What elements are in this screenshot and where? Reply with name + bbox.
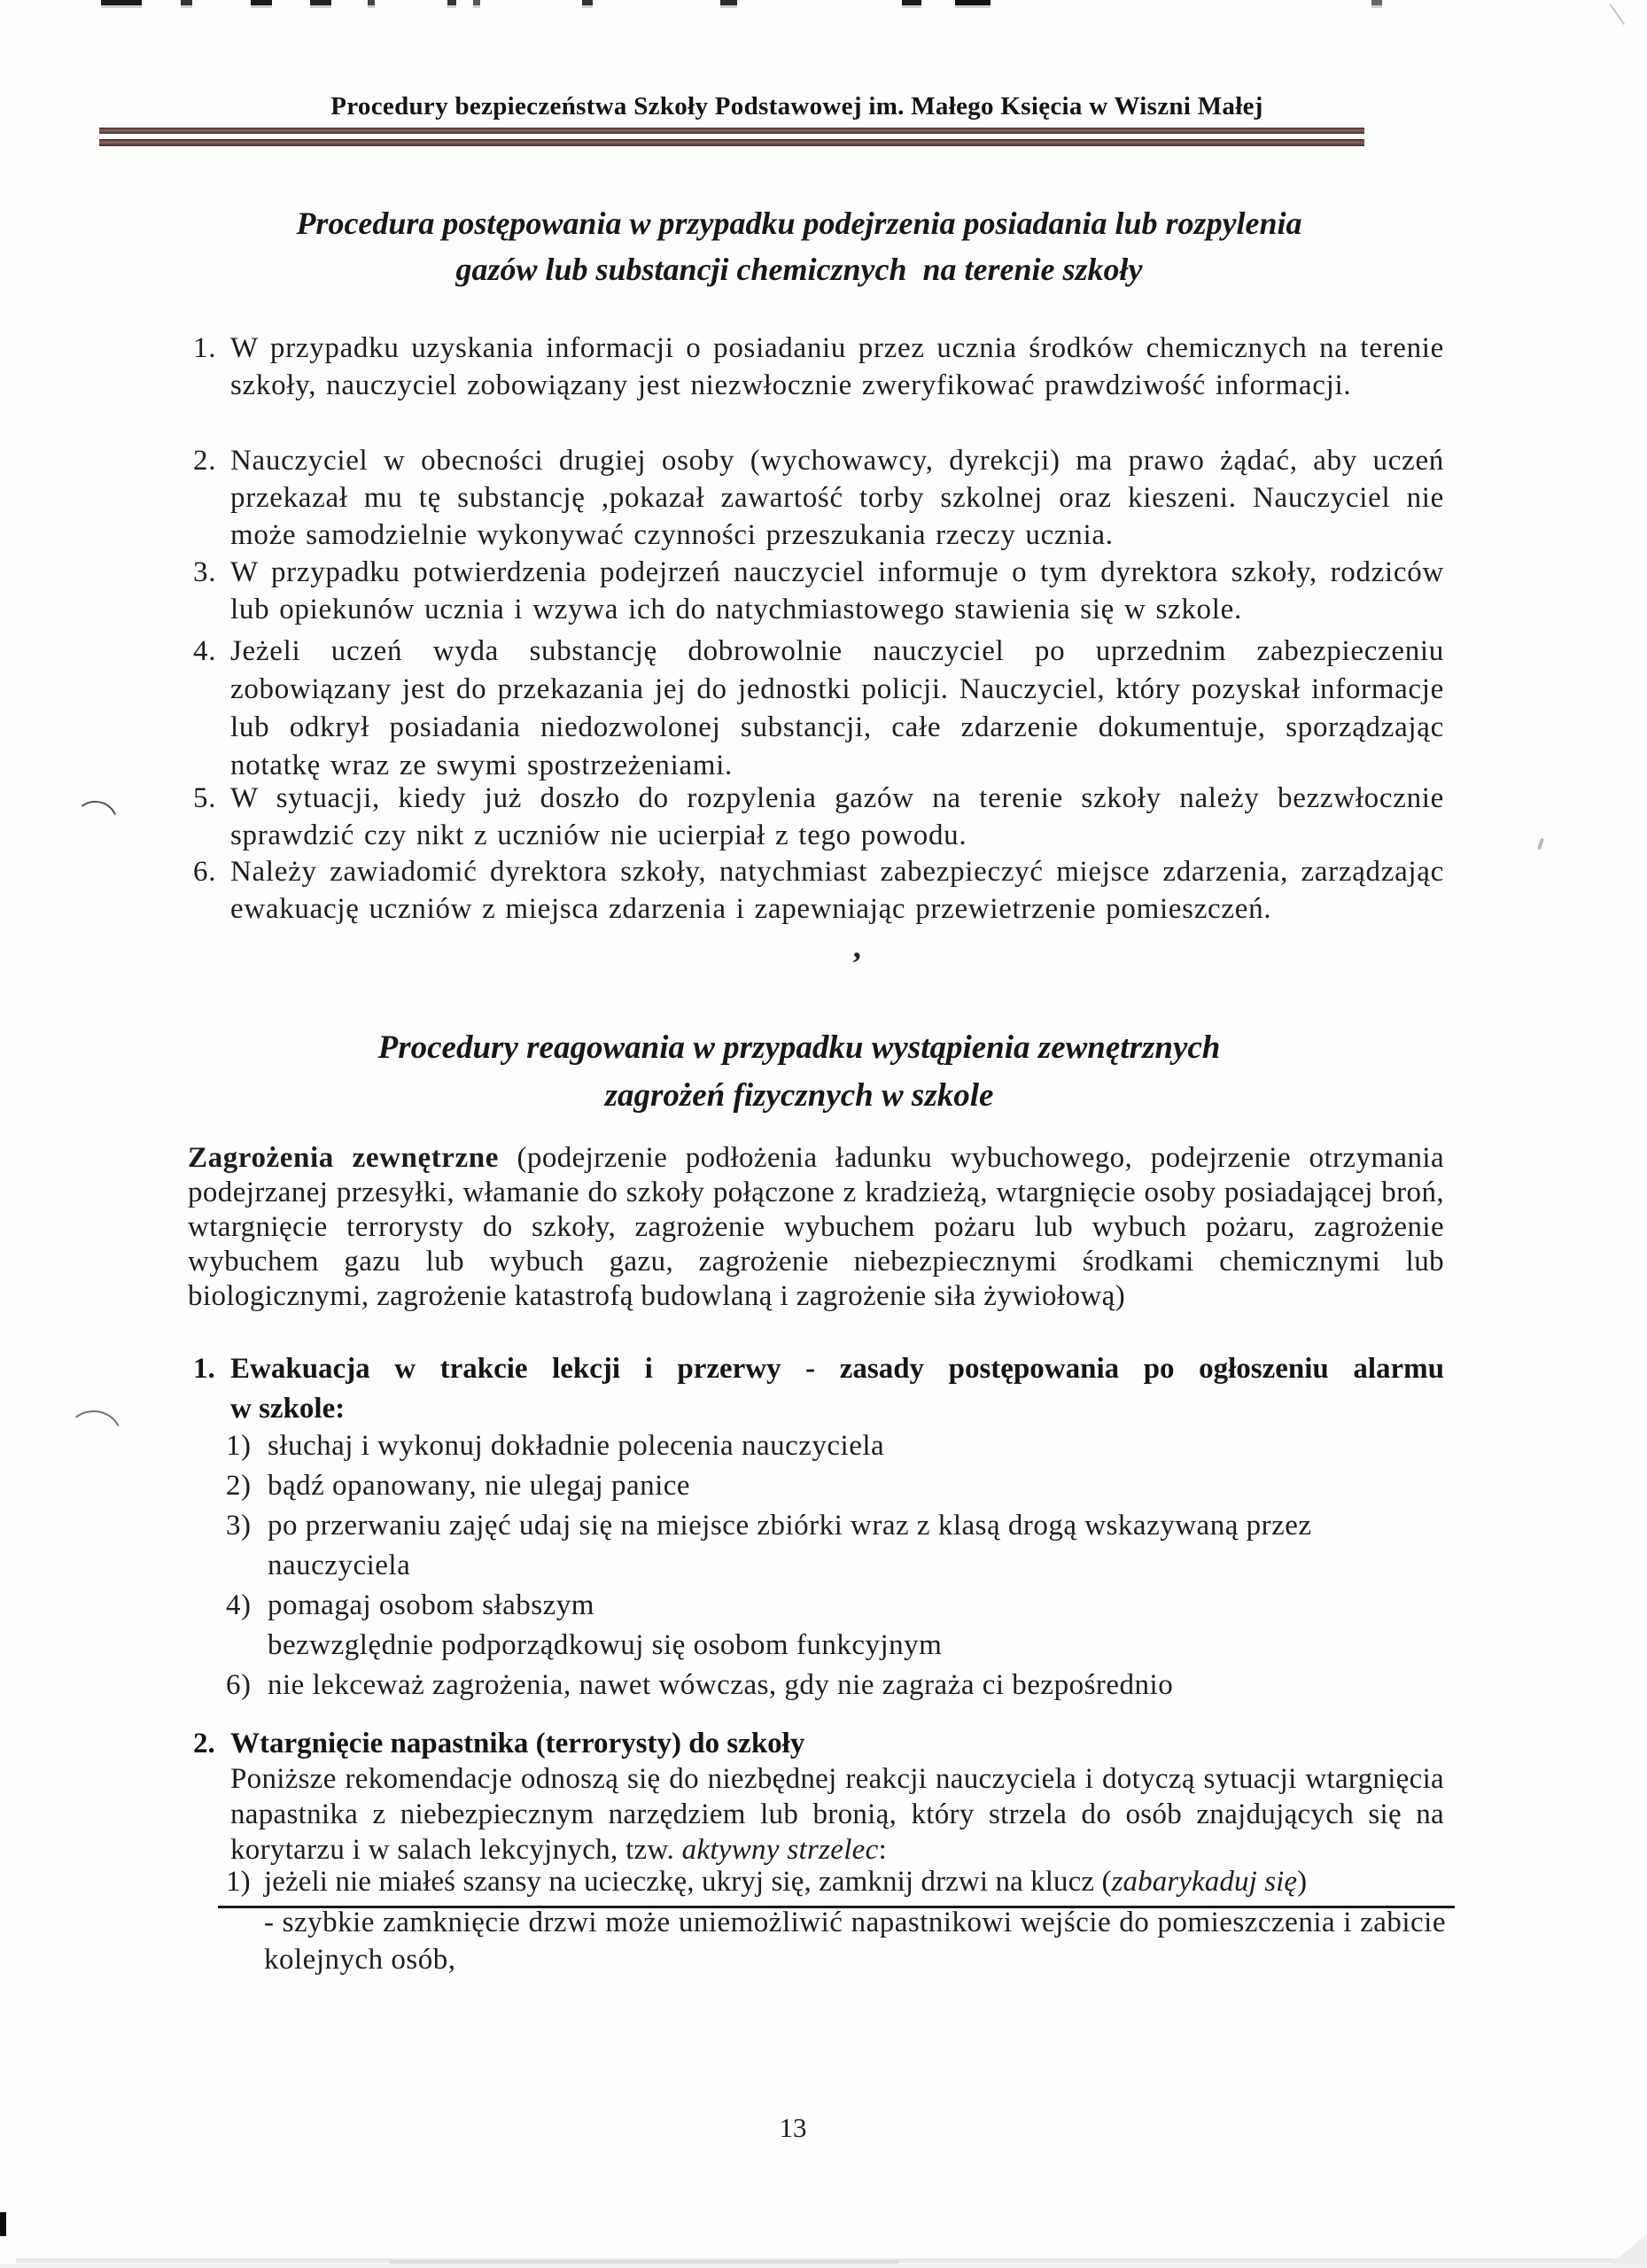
item-number: 3)	[226, 1510, 252, 1542]
procedure2-title-line1: Procedury reagowania w przypadku wystąpienia zewnętrznych	[377, 1029, 1221, 1066]
list-item	[193, 442, 1444, 554]
scan-artifact-dash	[310, 0, 331, 5]
step-text-close: )	[1297, 1866, 1308, 1898]
paragraph-colon: :	[878, 1834, 888, 1866]
pen-arc-mark	[74, 798, 120, 824]
item-number: 6.	[193, 856, 217, 888]
item-number: 4)	[226, 1589, 252, 1621]
list-item	[193, 633, 1444, 785]
underlined-step	[218, 1864, 1455, 1908]
step-note: - szybkie zamknięcie drzwi może uniemożliwić napastnikowi wejście do pomieszczenia i zabicie kolejnych osób,	[264, 1907, 1446, 1976]
procedure1-title-line1: Procedura postępowania w przypadku podejrzenia posiadania lub rozpylenia	[296, 206, 1302, 241]
scan-artifact-dash	[720, 0, 737, 5]
scan-edge-mark	[0, 2212, 6, 2236]
item-text: Jeżeli uczeń wyda substancję dobrowolnie nauczyciel po uprzednim zabezpieczeniu zobowiązany jest do przekazania jej do jednostki policji. Nauczyciel, który pozyskał informacje lub odkrył posiadania niedozwolonej substancji, całe zdarzenie dokumentuje, sporządzając notatkę wraz ze swymi spostrzeżeniami.	[230, 635, 1444, 781]
scan-artifact-dash	[955, 0, 991, 5]
item-text: Należy zawiadomić dyrektora szkoły, natychmiast zabezpieczyć miejsce zdarzenia, zarządzając ewakuację uczniów z miejsca zdarzenia i zapewniając przewietrzenie pomieszczeń.	[230, 856, 1444, 925]
item-number: 1)	[226, 1430, 252, 1462]
sub-list-item	[226, 1586, 1447, 1626]
underlined-step-text	[264, 1864, 1455, 1899]
scan-artifact-dash	[368, 0, 375, 5]
procedure2-title-line2: zagrożeń fizycznych w szkole	[604, 1077, 994, 1114]
item-number: 6)	[226, 1669, 252, 1701]
procedure2-title	[0, 1024, 1598, 1120]
sub-list-item	[226, 1506, 1447, 1586]
step-text: jeżeli nie miałeś szansy na ucieczkę, ukryj się, zamknij drzwi na klucz (	[264, 1866, 1112, 1898]
italic-term: zabarykaduj się	[1111, 1866, 1298, 1898]
evacuation-heading-line1: Ewakuacja w trakcie lekcji i przerwy - zasady postępowania po ogłoszeniu alarmu	[230, 1353, 1444, 1385]
item-number: 3.	[193, 556, 217, 588]
intruder-paragraph	[230, 1761, 1444, 1868]
header-rule-bottom	[99, 139, 1364, 146]
scan-artifact-dash	[251, 0, 272, 5]
item-text: W przypadku uzyskania informacji o posiadaniu przez ucznia środków chemicznych na terenie szkoły, nauczyciel zobowiązany jest niezwłocznie zweryfikować prawdziwość informacji.	[230, 332, 1444, 401]
item-text: nie lekceważ zagrożenia, nawet wówczas, gdy nie zagraża ci bezpośrednio	[268, 1669, 1174, 1701]
item-text: pomagaj osobom słabszym	[268, 1589, 594, 1621]
evacuation-heading-line2: w szkole:	[230, 1393, 346, 1425]
intruder-heading-text: Wtargnięcie napastnika (terrorysty) do szkoły	[230, 1728, 805, 1759]
scan-artifact-dash	[473, 0, 480, 5]
italic-term: aktywny strzelec	[681, 1834, 879, 1866]
item-text: bezwzględnie podporządkowuj się osobom funkcyjnym	[268, 1629, 943, 1661]
item-text: Nauczyciel w obecności drugiej osoby (wychowawcy, dyrekcji) ma prawo żądać, aby uczeń przekazał mu tę substancję ,pokazał zawartość torby szkolnej oraz kieszeni. Nauczyciel nie może samodzielnie wykonywać czynności przeszukania rzeczy ucznia.	[230, 445, 1444, 551]
procedure1-title	[0, 200, 1598, 292]
scan-speck	[1537, 838, 1544, 850]
item-number: 4.	[193, 635, 217, 667]
item-number: 1)	[226, 1866, 251, 1898]
item-text: bądź opanowany, nie ulegaj panice	[268, 1470, 691, 1502]
list-item	[193, 330, 1444, 404]
item-number: 2)	[226, 1470, 252, 1502]
scan-artifact-dash	[1371, 0, 1382, 5]
sub-list-item	[226, 1426, 1447, 1466]
scan-artifact-dash	[582, 0, 593, 5]
scan-artifact-dash	[181, 0, 192, 5]
paragraph-body: (podejrzenie podłożenia ładunku wybuchowego, podejrzenie otrzymania podejrzanej przesyłki, włamanie do szkoły połączone z kradzieżą, wtargnięcie osoby posiadającej broń, wtargnięcie terrorysty do szkoły, zagrożenie wybuchem pożaru lub wybuch pożaru, zagrożenie wybuchem gazu lub wybuch gazu, zagrożenie niebezpiecznymi środkami chemicznymi lub biologicznymi, zagrożenie katastrofą budowlaną i zagrożenie siła żywiołową)	[188, 1142, 1444, 1312]
page-corner-fold	[1610, 2234, 1647, 2264]
item-text: W sytuacji, kiedy już doszło do rozpylenia gazów na terenie szkoły należy bezzwłocznie sprawdzić czy nikt z uczniów nie ucierpiał z tego powodu.	[230, 782, 1444, 851]
scan-artifact-dash	[902, 0, 921, 5]
intruder-heading	[193, 1724, 1444, 1764]
item-text: słuchaj i wykonuj dokładnie polecenia nauczyciela	[268, 1430, 885, 1462]
scan-bottom-strip	[0, 2264, 1647, 2268]
list-item	[193, 853, 1444, 928]
paragraph-lead-bold: Zagrożenia zewnętrzne	[188, 1142, 500, 1174]
item-text: po przerwaniu zajęć udaj się na miejsce zbiórki wraz z klasą drogą wskazywaną przez nauczyciela	[268, 1510, 1312, 1581]
list-item	[193, 554, 1444, 628]
evacuation-heading	[193, 1349, 1444, 1429]
page-number: 13	[779, 2112, 807, 2143]
paragraph-body: Poniższe rekomendacje odnoszą się do niezbędnej reakcji nauczyciela i dotyczą sytuacji wtargnięcia napastnika z niebezpiecznym narzędziem lub bronią, który strzela do osób znajdujących się na korytarzu i w salach lekcyjnych, tzw.	[230, 1763, 1444, 1866]
heading-number: 2.	[193, 1728, 215, 1759]
sub-list-item	[226, 1666, 1447, 1705]
sub-list-item	[226, 1466, 1447, 1506]
external-threats-paragraph	[188, 1141, 1444, 1314]
document-header-title: Procedury bezpieczeństwa Szkoły Podstawowej im. Małego Księcia w Wiszni Małej	[330, 92, 1263, 120]
item-text: W przypadku potwierdzenia podejrzeń nauczyciel informuje o tym dyrektora szkoły, rodziców lub opiekunów ucznia i wzywa ich do natychmiastowego stawienia się w szkole.	[230, 556, 1444, 625]
list-item	[193, 780, 1444, 854]
item-number: 5.	[193, 782, 217, 814]
procedure1-title-line2: gazów lub substancji chemicznych na terenie szkoły	[455, 252, 1143, 287]
header-rule-top	[99, 128, 1364, 134]
scan-artifact-diagonal	[1609, 4, 1625, 25]
sub-list-item	[226, 1626, 1447, 1666]
stray-ink-mark: ’	[851, 945, 862, 981]
scan-artifact-dash	[101, 0, 142, 5]
scan-artifact-dash	[447, 0, 456, 5]
heading-number: 1.	[193, 1353, 215, 1385]
pen-arc-mark	[66, 1409, 123, 1437]
item-number: 2.	[193, 445, 217, 477]
item-number: 1.	[193, 332, 217, 364]
